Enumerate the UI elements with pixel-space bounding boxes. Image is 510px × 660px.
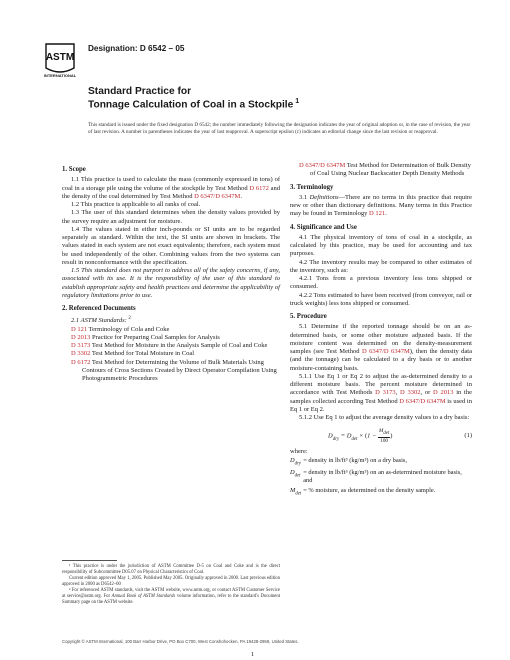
ref-link-d121[interactable]: D 121: [369, 210, 386, 218]
footnote-mark: 2: [128, 316, 131, 322]
left-column: [62, 162, 280, 383]
text: 1.1 This practice is used to calculate the mass (commonly expressed in tons) of coal in a storage pile using the volume of the stockpile by Test Method: [62, 176, 280, 192]
reference-title: Terminology of Cola and Coke: [88, 325, 170, 333]
para-5-1-1: [290, 373, 472, 414]
reference-item: [62, 342, 280, 350]
ref-link[interactable]: D 3173: [71, 342, 91, 350]
para-1-2: 1.2 This practice is applicable to all ranks of coal.: [71, 201, 201, 208]
equation-1: [290, 428, 472, 444]
section-4-heading: 4. Significance and Use: [290, 223, 357, 231]
text: Definitions: [309, 193, 339, 201]
variable-symbol: [290, 469, 303, 487]
subscript: det: [294, 473, 301, 479]
where-label: where:: [290, 448, 308, 456]
para-1-3: 1.3 The user of this standard determines when the density values provided by the survey require an adjustment for moisture.: [62, 209, 280, 225]
reference-item: [62, 350, 280, 358]
ref-link[interactable]: D 121: [71, 325, 88, 333]
text: Annual Book of ASTM Standards: [111, 594, 176, 599]
title-footnote-mark: 1: [295, 98, 300, 105]
ref-link-d6347[interactable]: D 6347/D 6347M: [399, 397, 446, 405]
para-4-2: 4.2 The inventory results may be compared to other estimates of the inventory, such as:: [290, 258, 472, 274]
reference-title: Test Method for Determining the Volume of Bulk Materials Using Contours of Cross Sections Created by Direct Operator Compilation Using Photogrammetric Procedures: [82, 358, 277, 383]
text: 3.1: [299, 193, 310, 201]
text: in the samples collected according Test Method: [290, 389, 472, 405]
variable-description: = % moisture, as determined on the density sample.: [303, 486, 436, 494]
text: 2.1 ASTM Standards:: [71, 317, 127, 325]
para-1-5: 1.5 This standard does not purport to address all of the safety concerns, if any, associated with its use. It is the responsibility of the user of this standard to establish appropriate safety and health practices and determine the applicability of regulatory limitations prior to use.: [62, 267, 280, 299]
symbol: D: [290, 469, 295, 477]
reference-title: Test Method for Total Moisture in Coal: [91, 350, 195, 358]
para-4-1: 4.1 The physical inventory of tons of coal in a stockpile, as calculated by this practice, may be used for accounting and tax purposes.: [290, 233, 472, 258]
ref-link[interactable]: D 6172: [71, 358, 91, 366]
footnote-rule: [62, 560, 117, 561]
text: volume information, refer to the standard's Document Summary page on the ASTM website.: [62, 594, 280, 605]
para-1-4: 1.4 The values stated in either inch-pounds or SI units are to be regarded separately as standard. Within the text, the SI units are shown in brackets. The values stated in each system are not exact equivalents; therefore, each system must be used independently of the other. Combining values from the two systems can result in nonconformance with the specification.: [62, 225, 280, 266]
para-2-1: [62, 315, 280, 325]
standard-notice: This standard is issued under the fixed designation D 6542; the number immediately following the designation indicates the year of original adoption or, in the case of revision, the year of last revision. A number in parentheses indicates the year of last reapproval. A superscript epsilon (ε) indicates an editorial change since the last revision or reapproval.: [88, 122, 471, 136]
text: .: [385, 210, 387, 218]
para-5-1-2: 5.1.2 Use Eq 1 to adjust the average density values to a dry basis:: [299, 414, 470, 421]
footnote-1b: Current edition approved May 1, 2005. Published May 2005. Originally approved in 2000. Last previous edition approved in 2000 as D6542–00: [62, 576, 280, 587]
page-number: 1: [251, 651, 255, 658]
para-3-1: [290, 194, 472, 219]
ref-link[interactable]: D 3302: [71, 350, 91, 358]
subscript: det: [295, 490, 302, 496]
ref-link-d6172[interactable]: D 6172: [249, 184, 269, 192]
footnotes: [62, 564, 280, 606]
title-line-1: Standard Practice for: [88, 86, 192, 97]
astm-logo: [38, 40, 82, 80]
symbol: M: [290, 486, 296, 494]
variable-definition-row: [290, 469, 472, 487]
variable-description: = density in lb/ft³ (kg/m³) on a dry basis,: [303, 456, 408, 464]
ref-link-d2013[interactable]: D 2013: [433, 389, 454, 397]
para-5-1: [290, 323, 472, 373]
variable-definitions: [290, 457, 472, 500]
subscript: dry: [294, 460, 302, 466]
copyright: Copyright © ASTM International, 100 Barr Harbor Drive, PO Box C700, West Conshohocken, PA 19428-2959, United States.: [62, 639, 299, 644]
reference-list: [62, 326, 280, 384]
reference-item: [62, 359, 280, 384]
section-1-heading: 1. Scope: [62, 166, 86, 173]
text: Test Method for Determination of Bulk Density of Coal Using Nuclear Backscatter Depth Density Methods: [310, 162, 471, 178]
designation: Designation: D 6542 – 05: [88, 44, 185, 53]
text: 5.1.1 Use Eq 1 or Eq 2 to adjust the as-determined density to a different moisture basis. The percent moisture determined in accordance with Test Methods: [290, 372, 472, 397]
symbol: D: [290, 456, 295, 464]
variable-description: = density in lb/ft³ (kg/m³) on an as-determined moisture basis, and: [303, 469, 462, 485]
footnote-1: ¹ This practice is under the jurisdiction of ASTM Committee D-5 on Coal and Coke and is the direct responsibility of Subcommittee D05.07 on Physical Characteristics of Coal.: [62, 564, 280, 575]
title-text: Tonnage Calculation of Coal in a Stockpile: [88, 99, 294, 111]
equation-fraction: $\frac{M_{det}}{100}$: [379, 428, 390, 445]
variable-symbol: [290, 457, 303, 470]
text: ), then the density data (and the tonnage) can be calculated to a dry basis or to another moisture-containing basis.: [290, 348, 472, 372]
text: .: [240, 192, 242, 200]
text: —There are no terms in this practice that require new or other than dictionary definitions. Many terms in this Practice may be found in Terminology: [290, 193, 473, 218]
equation-number: (1): [464, 432, 472, 440]
text: is used in Eq 1 or Eq 2.: [290, 397, 472, 413]
reference-title: Test Method for Moisture in the Analysis Sample of Coal and Coke: [91, 342, 268, 350]
text: and the density of the coal determined by Test Method: [62, 184, 280, 200]
ref-link-d6347[interactable]: D 6347/D 6347M: [194, 192, 241, 200]
text: ² For referenced ASTM standards, visit the ASTM website, www.astm.org, or contact ASTM Customer Service at service@astm.org. For: [62, 588, 280, 599]
logo-text: INTERNATIONAL: [43, 73, 77, 78]
reference-item: [62, 334, 280, 342]
reference-item-d6347: [290, 162, 472, 179]
reference-item: [62, 326, 280, 334]
equation-body: $D_{dry} = D_{det} \times (1$ − $\frac{M_{det}}{100}$ ): [328, 428, 393, 445]
footnote-2: [62, 588, 280, 606]
section-2-heading: 2. Referenced Documents: [62, 305, 136, 312]
ref-link[interactable]: D 2013: [71, 333, 91, 341]
variable-symbol: [290, 487, 303, 500]
section-5-heading: 5. Procedure: [290, 313, 327, 320]
text: , or: [420, 389, 434, 397]
ref-link-d3302[interactable]: D 3302: [400, 389, 421, 397]
ref-link-d6347[interactable]: D 6347/D 6347M: [299, 162, 346, 169]
text: 5.1 Determine if the reported tonnage should be on an as-determined basis, or some other moisture adjusted basis. If the moisture content was determined on the density-measurement samples (see Test Method: [290, 323, 472, 355]
para-4-2-2: 4.2.2 Tons estimated to have been received (from conveyor, rail or truck weights) less tons shipped or consumed.: [290, 291, 472, 307]
para-1-1: [62, 176, 280, 201]
variable-definition-row: [290, 487, 472, 500]
section-3-heading: 3. Terminology: [290, 183, 334, 191]
title-line-2: [88, 98, 299, 110]
ref-link-d6347[interactable]: D 6347/D 6347M: [361, 348, 410, 355]
variable-definition-row: [290, 457, 472, 470]
ref-link-d3173[interactable]: D 3173: [375, 389, 396, 397]
right-column: [290, 162, 472, 499]
text: ,: [395, 389, 401, 397]
reference-title: Practice for Preparing Coal Samples for Analysis: [91, 333, 220, 341]
para-4-2-1: 4.2.1 Tons from a previous inventory less tons shipped or consumed.: [290, 275, 472, 291]
svg-text:ASTM: ASTM: [45, 52, 75, 63]
